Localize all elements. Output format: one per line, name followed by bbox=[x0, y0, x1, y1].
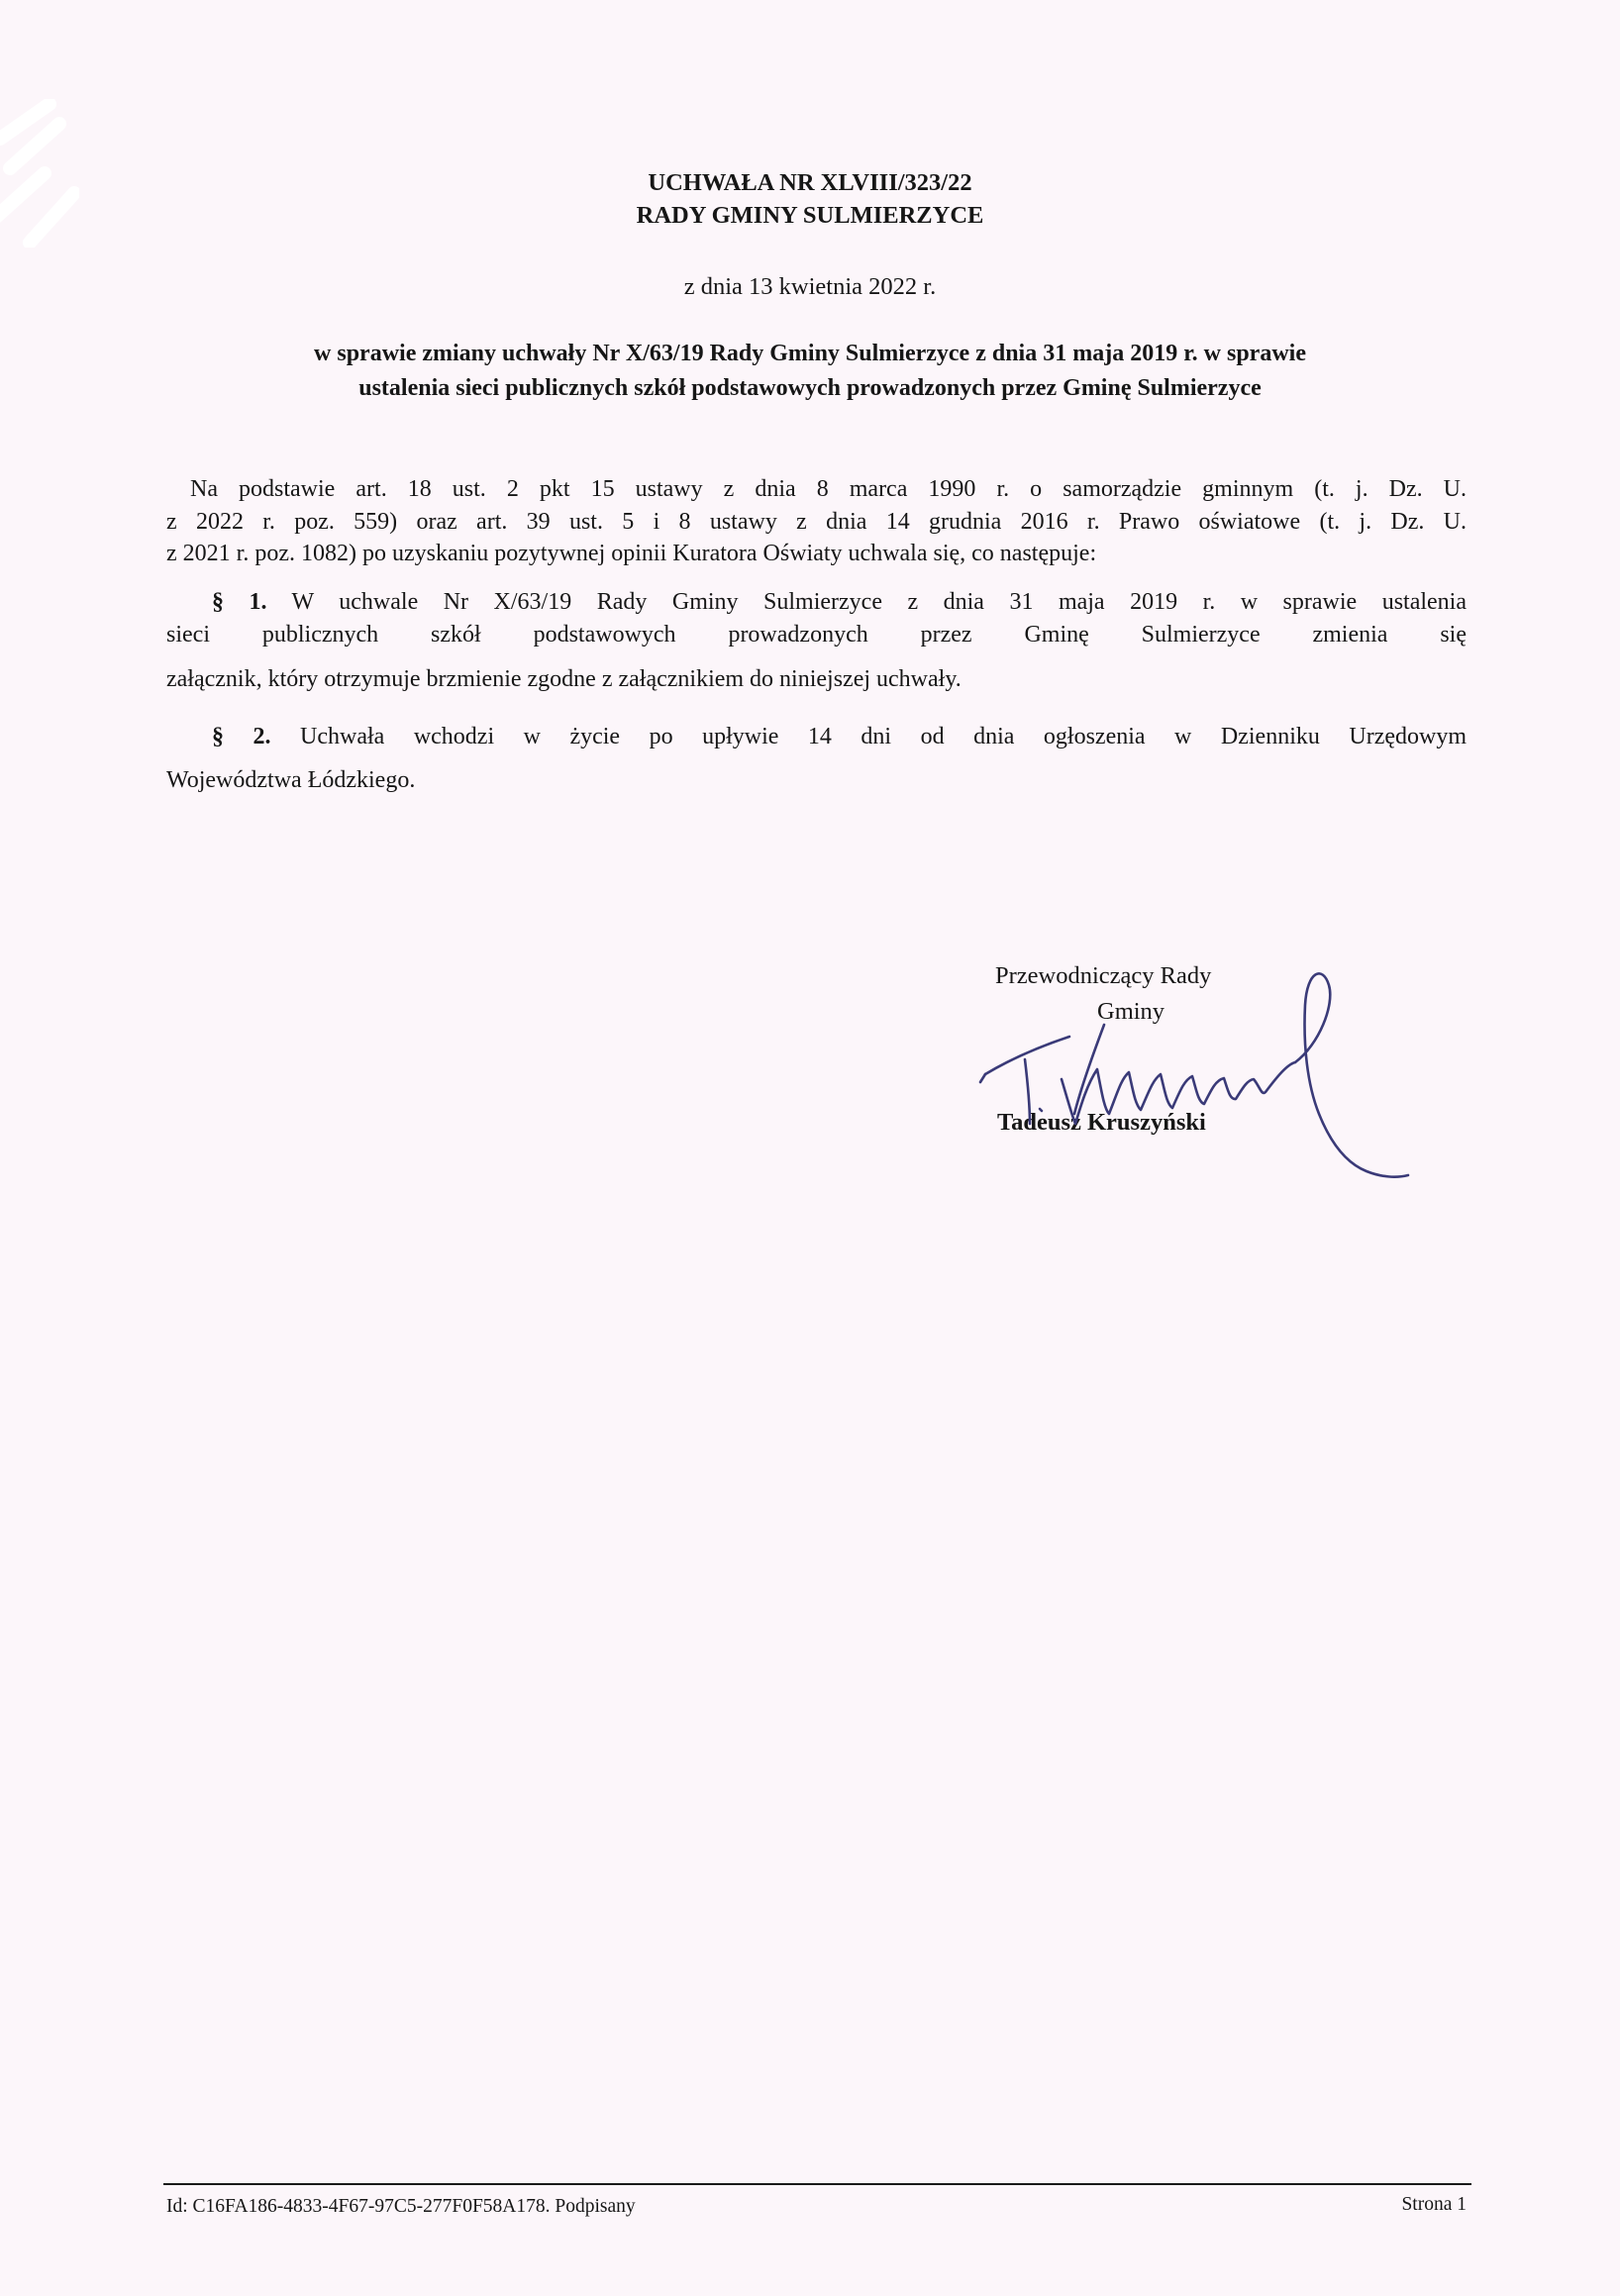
document-id: Id: C16FA186-4833-4F67-97C5-277F0F58A178. Podpisany bbox=[166, 2196, 636, 2217]
paragraph-line: załącznik, który otrzymuje brzmienie zgodne z załącznikiem do niniejszej uchwały. bbox=[166, 665, 962, 692]
resolution-date: z dnia 13 kwietnia 2022 r. bbox=[683, 273, 937, 300]
subject-line: w sprawie zmiany uchwały Nr X/63/19 Rady Gminy Sulmierzyce z dnia 31 maja 2019 r. w sprawie bbox=[314, 341, 1306, 366]
paragraph-text: W uchwale Nr X/63/19 Rady Gminy Sulmierzyce z dnia 31 maja 2019 r. w sprawie ustalenia bbox=[266, 589, 1467, 615]
paragraph-mark: § 1. bbox=[212, 589, 267, 615]
paragraph-2 bbox=[166, 715, 1467, 802]
signatory-role: Przewodniczący Rady bbox=[995, 962, 1212, 989]
preamble-line: z 2022 r. poz. 559) oraz art. 39 ust. 5 i 8 ustawy z dnia 14 grudnia 2016 r. Prawo oświatowe (t. j. Dz. U. bbox=[166, 508, 1467, 535]
signatory-name: Tadeusz Kruszyński bbox=[997, 1109, 1206, 1136]
paragraph-1 bbox=[166, 586, 1467, 695]
resolution-title bbox=[0, 166, 1620, 232]
paragraph-line: sieci publicznych szkół podstawowych prowadzonych przez Gminę Sulmierzyce zmienia się bbox=[166, 621, 1467, 648]
resolution-subject bbox=[0, 337, 1620, 406]
handwritten-signature bbox=[951, 965, 1416, 1188]
paragraph-line bbox=[166, 586, 1467, 619]
preamble bbox=[166, 473, 1467, 570]
paragraph-text: Uchwała wchodzi w życie po upływie 14 dni od dnia ogłoszenia w Dzienniku Urzędowym bbox=[270, 724, 1467, 749]
signatory-role-continued: Gminy bbox=[1097, 998, 1165, 1025]
council-name: RADY GMINY SULMIERZYCE bbox=[636, 202, 984, 229]
resolution-number: UCHWAŁA NR XLVIII/323/22 bbox=[648, 169, 972, 196]
footer-divider bbox=[163, 2183, 1471, 2185]
paragraph-line: Województwa Łódzkiego. bbox=[166, 767, 416, 793]
paragraph-mark: § 2. bbox=[212, 724, 271, 749]
subject-line: ustalenia sieci publicznych szkół podstawowych prowadzonych przez Gminę Sulmierzyce bbox=[358, 375, 1262, 401]
page-number: Strona 1 bbox=[1401, 2194, 1467, 2215]
preamble-line: z 2021 r. poz. 1082) po uzyskaniu pozytywnej opinii Kuratora Oświaty uchwala się, co następuje: bbox=[166, 541, 1097, 566]
preamble-line: Na podstawie art. 18 ust. 2 pkt 15 ustawy z dnia 8 marca 1990 r. o samorządzie gminnym (t. j. Dz. U. bbox=[190, 476, 1467, 502]
paragraph-line bbox=[166, 715, 1467, 758]
